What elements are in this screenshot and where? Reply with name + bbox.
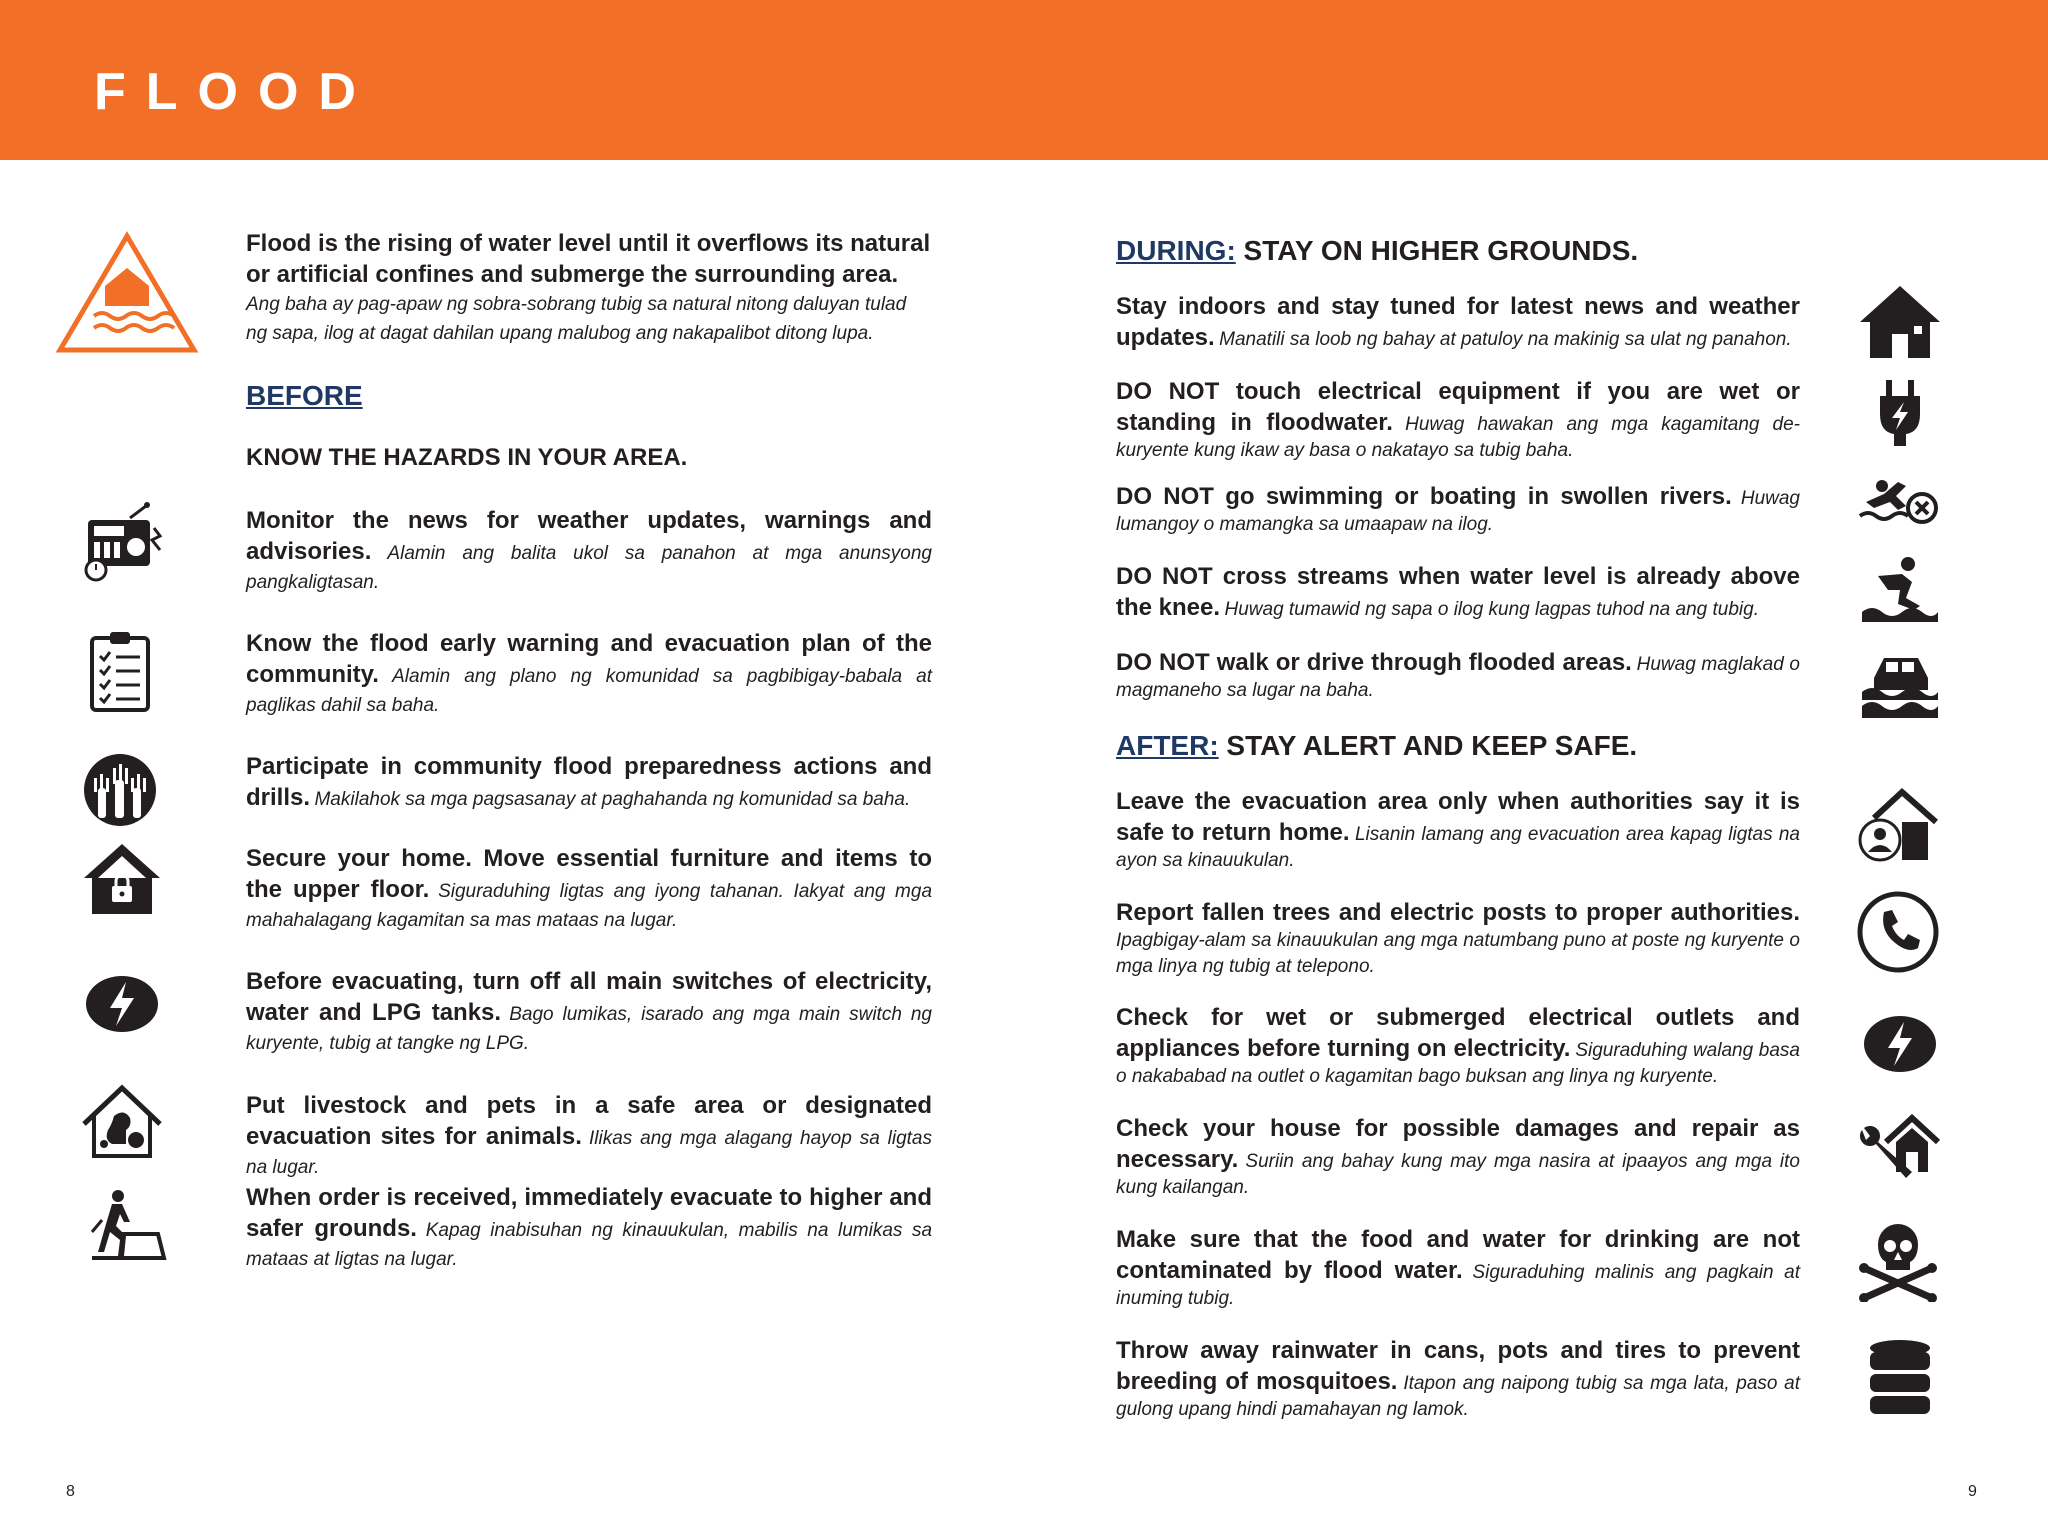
before-item-livestock [246, 1090, 932, 1182]
during-heading-label: DURING: [1116, 235, 1236, 266]
after-heading-rest: STAY ALERT AND KEEP SAFE. [1218, 730, 1638, 761]
house-lock-icon [80, 838, 164, 922]
item-translation: Huwag hawakan ang mga kagamitang de-kuryente kung ikaw ay basa o nakatayo sa tubig baha. [1116, 414, 1800, 461]
item-bold-text: Know the flood early warning and evacuation plan of the community. [246, 630, 932, 688]
car-in-flood-icon [1858, 640, 1942, 724]
item-bold-text: Before evacuating, turn off all main switches of electricity, water and LPG tanks. [246, 968, 932, 1026]
phone-icon [1856, 890, 1940, 974]
after-heading-label: AFTER: [1116, 730, 1219, 761]
item-translation: Makilahok sa mga pagsasanay at paghahanda ng komunidad sa baha. [314, 789, 911, 810]
item-bold-text: DO NOT touch electrical equipment if you are wet or standing in floodwater. [1116, 378, 1800, 436]
item-translation: Ilikas ang mga alagang hayop sa ligtas na lugar. [246, 1128, 932, 1178]
title-banner [0, 0, 2048, 160]
during-item-electrical [1116, 376, 1800, 464]
page-number-left: 8 [66, 1483, 75, 1500]
electric-plug-icon [1858, 376, 1942, 460]
item-translation: Huwag lumangoy o mamangka sa umaapaw na ilog. [1116, 488, 1800, 535]
item-translation: Siguraduhing walang basa o nakababad na outlet o kagamitan bago buksan ang linya ng kuryente. [1116, 1040, 1800, 1087]
stacked-tires-icon [1858, 1336, 1942, 1420]
during-item-swimming [1116, 481, 1800, 538]
item-bold-text: When order is received, immediately evacuate to higher and safer grounds. [246, 1184, 932, 1242]
intro-lead: Flood is the rising of water level until it overflows its natural or artificial confines and submerge the surrounding area. [246, 230, 931, 288]
item-translation: Manatili sa loob ng bahay at patuloy na makinig sa ulat ng panahon. [1219, 329, 1792, 350]
item-translation: Suriin ang bahay kung may mga nasira at ipaayos ang mga ito kung kailangan. [1116, 1151, 1801, 1198]
no-swimming-icon [1858, 464, 1942, 548]
item-translation: Siguraduhing ligtas ang iyong tahanan. Iakyat ang mga mahahalagang kagamitan sa mas mataas na lugar. [246, 881, 933, 931]
item-translation: Huwag tumawid ng sapa o ilog kung lagpas tuhod na ang tubig. [1224, 599, 1759, 620]
during-heading-rest: STAY ON HIGHER GROUNDS. [1235, 235, 1639, 266]
before-item-warning-plan [246, 628, 932, 720]
item-translation: Kapag inabisuhan ng kinauukulan, mabilis na lumikas sa mataas at ligtas na lugar. [246, 1220, 933, 1270]
skull-crossbones-icon [1856, 1218, 1940, 1302]
item-bold-text: Participate in community flood preparedness actions and drills. [246, 753, 932, 811]
item-bold-text: DO NOT walk or drive through flooded areas. [1116, 649, 1632, 676]
item-bold-text: DO NOT cross streams when water level is already above the knee. [1116, 563, 1800, 621]
before-item-evacuate [246, 1182, 932, 1274]
item-bold-text: Check for wet or submerged electrical outlets and appliances before turning on electricity. [1116, 1004, 1800, 1062]
pet-house-icon [80, 1080, 164, 1164]
during-item-flooded-areas [1116, 647, 1800, 704]
lightning-icon [1858, 1002, 1942, 1086]
item-bold-text: DO NOT go swimming or boating in swollen rivers. [1116, 483, 1732, 510]
before-item-secure-home [246, 843, 932, 935]
intro-translation: Ang baha ay pag-apaw ng sobra-sobrang tubig sa natural nitong daluyan tulad ng sapa, ilog at dagat dahilan upang malubog ang nakapalibot ditong lupa. [246, 294, 907, 344]
person-in-water-icon [1858, 550, 1942, 634]
item-bold-text: Secure your home. Move essential furniture and items to the upper floor. [246, 845, 932, 903]
item-translation: Itapon ang naipong tubig sa mga lata, paso at gulong upang hindi pamahayan ng lamok. [1116, 1373, 1800, 1420]
after-item-repair [1116, 1113, 1800, 1201]
item-bold-text: Monitor the news for weather updates, warnings and advisories. [246, 507, 932, 565]
after-item-leave-evacuation [1116, 786, 1800, 874]
page-title: FLOOD [94, 63, 376, 121]
house-repair-icon [1856, 1110, 1940, 1194]
item-bold-text: Report fallen trees and electric posts to proper authorities. [1116, 899, 1800, 926]
before-item-monitor-news [246, 505, 932, 597]
page-number-right: 9 [1968, 1483, 1977, 1500]
raised-hands-icon [78, 748, 162, 832]
evacuate-uphill-icon [88, 1188, 172, 1272]
after-item-report [1116, 897, 1800, 980]
item-bold-text: Put livestock and pets in a safe area or designated evacuation sites for animals. [246, 1092, 932, 1150]
return-home-icon [1856, 786, 1940, 870]
item-translation: Lisanin lamang ang evacuation area kapag ligtas na ayon sa kinauukulan. [1116, 824, 1800, 871]
item-bold-text: Stay indoors and stay tuned for latest news and weather updates. [1116, 293, 1800, 351]
item-translation: Alamin ang balita ukol sa panahon at mga anunsyong pangkaligtasan. [246, 543, 932, 593]
item-translation: Ipagbigay-alam sa kinauukulan ang mga natumbang puno at poste ng kuryente o mga linya ng tubig at telepono. [1116, 930, 1800, 977]
after-item-outlets [1116, 1002, 1800, 1090]
during-item-stay-indoors [1116, 291, 1800, 353]
after-item-mosquitoes [1116, 1335, 1800, 1423]
clipboard-checklist-icon [80, 630, 164, 714]
before-heading-label: BEFORE [246, 380, 363, 411]
item-translation: Huwag maglakad o magmaneho sa lugar na baha. [1116, 654, 1800, 701]
item-translation: Alamin ang plano ng komunidad sa pagbibigay-babala at paglikas dahil sa baha. [246, 666, 932, 716]
item-bold-text: Make sure that the food and water for drinking are not contaminated by flood water. [1116, 1226, 1800, 1284]
before-item-drills [246, 751, 932, 814]
before-subheading: KNOW THE HAZARDS IN YOUR AREA. [246, 444, 688, 471]
intro-definition [246, 228, 932, 348]
after-item-contamination [1116, 1224, 1800, 1312]
during-heading [1116, 237, 1638, 265]
before-item-switch-off [246, 966, 932, 1058]
item-translation: Siguraduhing malinis ang pagkain at inuming tubig. [1116, 1262, 1800, 1309]
item-bold-text: Throw away rainwater in cans, pots and tires to prevent breeding of mosquitoes. [1116, 1337, 1800, 1395]
after-heading [1116, 732, 1637, 760]
radio-icon [80, 500, 164, 584]
house-icon [1858, 282, 1942, 366]
item-bold-text: Leave the evacuation area only when authorities say it is safe to return home. [1116, 788, 1800, 846]
item-bold-text: Check your house for possible damages and repair as necessary. [1116, 1115, 1800, 1173]
flood-warning-icon [54, 230, 200, 356]
lightning-icon [80, 962, 164, 1046]
during-item-streams [1116, 561, 1800, 623]
item-translation: Bago lumikas, isarado ang mga main switch ng kuryente, tubig at tangke ng LPG. [246, 1004, 932, 1054]
before-heading [246, 382, 363, 410]
